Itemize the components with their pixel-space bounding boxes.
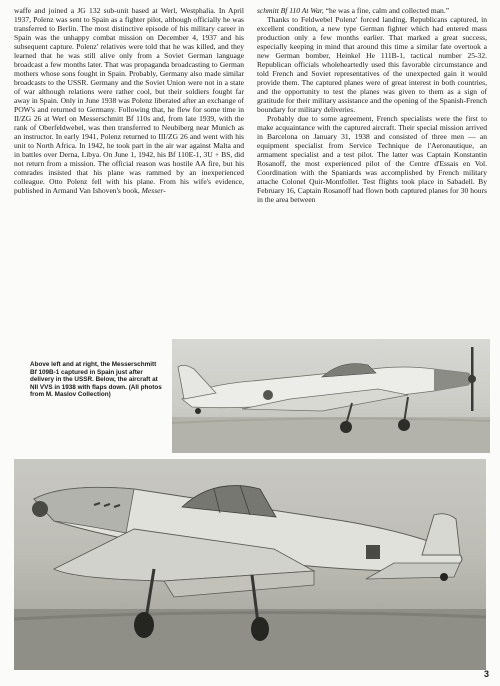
right-paragraph-2 xyxy=(257,15,487,114)
aircraft-side-illustration xyxy=(172,339,490,453)
paragraph-text: Probably due to some agreement, French specialists were the first to make acquaintance with the captured aircraft. Their special mission arrived in Barcelona on January 31, 1938 and consisted of three men — an equipment specialist from Service Technique de l'Aeronautique, an armament specialist and a test pilot. The latter was Captain Konstantin Rosanoff, the most experienced pilot of the Centre d'Essais en Vol. Coordination with the Spaniards was accomplished by French military attache Colonel Quir-Montfollet. Test flights took place in Sabadell. By February 16, Captain Rosanoff had flown both captured planes for 30 hours in the area between xyxy=(257,114,487,205)
paragraph-text: waffe and joined a JG 132 sub-unit based at Werl, Westphalia. In April 1937, Polenz was sent to Spain as a fighter pilot, although officially he was transferred to Berlin. The most distinctive episode of his military career in Spain was the unhappy combat mission on December 4, 1937 and his subsequent capture. Polenz' relatives were told that he was killed, and they learned that he was still alive only from a Soviet German language broadcast a few months later. That was propaganda broadcasting to German mothers whose sons fought in Spain. Probably, Germany also made similar broadcasts to the USSR. Germany and the Soviet Union were not in a state of war although relations were rather cool, but their soldiers fought far away in Spain. Only in June 1938 was Polenz liberated after an exchange of POW's and returned to Germany. Following that, he flew for some time in II/ZG 26 at Werl on Messerschmitt Bf 110s and, from late 1939, with the rank of Oberfeldwebel, was then transferred to Neubiberg near Munich as an instructor. In early 1941, Polenz returned to III/ZG 26 and went with his unit to North Africa. In 1942, he took part in the air war against Malta and in battles over Derna, Libya. On June 1, 1942, his Bf 110E-1, 3U + BS, did not return from a mission. The official reason was hostile AA fire, but his comrades insisted that his plane was rammed by an inexperienced colleague. Otto Polenz fell with his plane. From his wife's evidence, published in Armand Van Ishoven's book, xyxy=(14,6,244,196)
right-text-column xyxy=(257,6,487,204)
book-title-italic: schmitt Bf 110 At War, xyxy=(257,6,324,15)
left-paragraph-1 xyxy=(14,6,244,195)
right-paragraph-3 xyxy=(257,114,487,204)
left-text-column xyxy=(14,6,244,195)
captured-bf109-photo-side xyxy=(172,339,490,453)
photo-caption: Above left and at right, the Messerschmitt Bf 109B-1 captured in Spain just after delivery in the USSR. Below, the aircraft at NII VVS in 1938 with flaps down. (All photos from M. Maslov Collection) xyxy=(30,361,162,398)
captured-bf109-photo-front xyxy=(14,459,486,670)
aircraft-front-illustration xyxy=(14,459,486,670)
right-paragraph-1 xyxy=(257,6,487,15)
paragraph-text: “he was a fine, calm and collected man.” xyxy=(323,6,450,15)
paragraph-text: Thanks to Feldwebel Polenz' forced landing, Republicans captured, in excellent condition, a new type German fighter which had entered mass production only a few months earlier. That marked a great success, especially keeping in mind that around this time a similar fate overtook a new German bomber, Heinkel He 111B-1, tactical number 25-32. Republican officials wholeheartedly used this favorable circumstance and told French and Soviet representatives of the unexpected gain it would provide them. The captured planes were of great interest in both countries, and the opportunity to test the planes was given to them as a sign of gratitude for their military assistance and the opening of the Spanish-French boundary for military deliveries. xyxy=(257,15,487,115)
book-title-italic: Messer- xyxy=(141,186,166,196)
page-number: 3 xyxy=(483,669,489,679)
